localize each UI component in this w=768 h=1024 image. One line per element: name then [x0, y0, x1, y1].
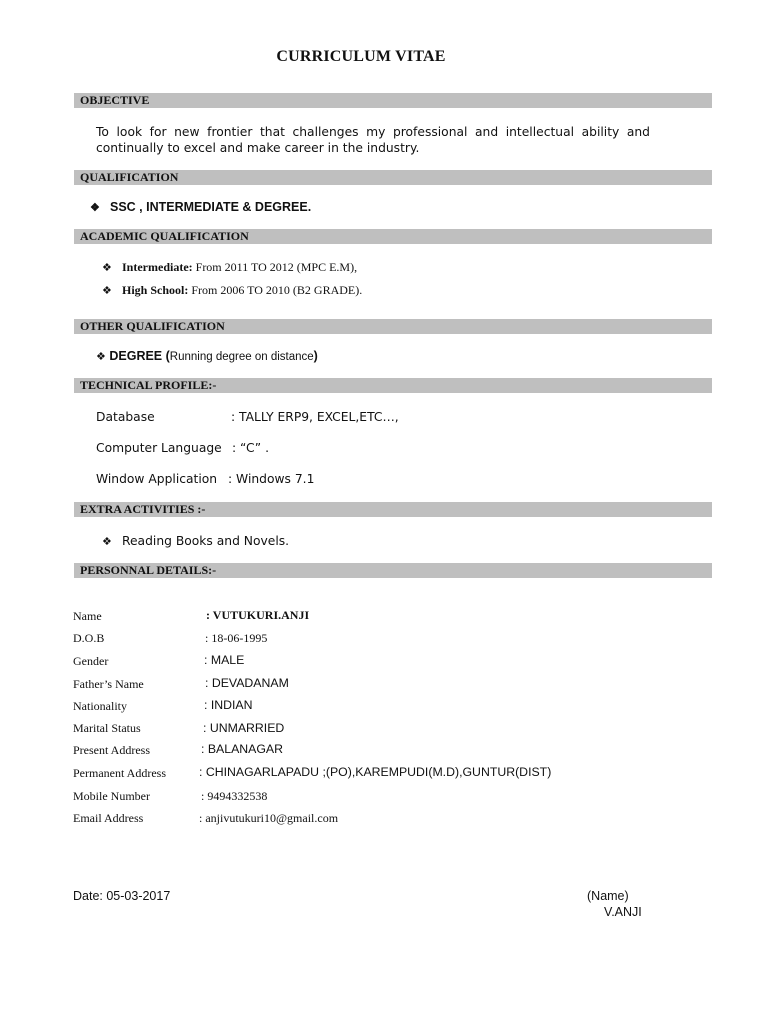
personal-value-permanent-address: : CHINAGARLAPADU ;(PO),KAREMPUDI(M.D),GUNTUR(DIST): [199, 765, 552, 779]
personal-label-permanent-address: Permanent Address: [73, 766, 166, 780]
section-other-header: OTHER QUALIFICATION: [74, 319, 712, 334]
page-title: CURRICULUM VITAE: [276, 48, 446, 65]
tech-label-window: Window Application: [96, 472, 218, 486]
personal-label-present-address: Present Address: [73, 743, 150, 757]
degree-paren-close: ): [313, 349, 318, 363]
tech-value-window: : Windows 7.1: [228, 472, 315, 486]
section-qualification-header: QUALIFICATION: [74, 170, 712, 185]
other-qualification-item: [96, 349, 318, 363]
diamond-bullet-icon: ❖: [90, 202, 100, 214]
academic-item: [102, 260, 357, 275]
extra-activity-item: [102, 534, 289, 548]
tech-value-language: : “C” .: [232, 441, 269, 455]
tech-label-database: Database: [96, 410, 155, 424]
personal-value-nationality: : INDIAN: [204, 698, 253, 712]
personal-value-mobile: : 9494332538: [201, 789, 268, 803]
qualification-item: [90, 200, 311, 214]
academic-label: Intermediate:: [122, 260, 193, 274]
footer-name-value: V.ANJI: [604, 905, 642, 919]
degree-detail: Running degree on distance: [169, 351, 314, 363]
personal-value-marital: : UNMARRIED: [203, 721, 285, 735]
academic-text: From 2011 TO 2012 (MPC E.M),: [192, 260, 358, 274]
personal-label-email: Email Address: [73, 811, 144, 825]
footer-name-label: (Name): [587, 889, 629, 903]
section-objective-header: OBJECTIVE: [74, 93, 712, 108]
personal-label-father: Father’s Name: [73, 677, 144, 691]
personal-label-gender: Gender: [73, 654, 109, 668]
tech-value-database: : TALLY ERP9, EXCEL,ETC…,: [231, 410, 399, 424]
extra-activity-text: Reading Books and Novels.: [122, 534, 290, 548]
degree-label: DEGREE: [109, 349, 163, 363]
personal-label-dob: D.O.B: [73, 631, 105, 645]
personal-value-father: : DEVADANAM: [205, 676, 289, 690]
section-technical-header: TECHNICAL PROFILE:-: [74, 378, 712, 393]
diamond-bullet-icon: ❖: [102, 262, 112, 274]
personal-value-present-address: : BALANAGAR: [201, 742, 284, 756]
tech-label-language: Computer Language: [96, 441, 222, 455]
personal-label-nationality: Nationality: [73, 699, 127, 713]
objective-text: To look for new frontier that challenges my professional and intellectual ability and continually to excel and make career in the industry.: [96, 125, 650, 155]
personal-value-email: : anjivutukuri10@gmail.com: [199, 811, 339, 825]
academic-label: High School:: [122, 283, 189, 297]
degree-paren-open: (: [162, 349, 170, 363]
diamond-bullet-icon: ❖: [96, 351, 106, 363]
section-personal-header: PERSONNAL DETAILS:-: [74, 563, 712, 578]
academic-item: [102, 283, 362, 298]
diamond-bullet-icon: ❖: [102, 535, 112, 548]
personal-label-marital: Marital Status: [73, 721, 141, 735]
personal-label-name: Name: [73, 609, 102, 623]
academic-text: From 2006 TO 2010 (B2 GRADE).: [188, 283, 363, 297]
personal-value-dob: : 18-06-1995: [205, 631, 268, 645]
qualification-text: SSC , INTERMEDIATE & DEGREE.: [110, 200, 312, 214]
diamond-bullet-icon: ❖: [102, 285, 112, 297]
personal-label-mobile: Mobile Number: [73, 789, 150, 803]
personal-value-gender: : MALE: [204, 653, 245, 667]
section-academic-header: ACADEMIC QUALIFICATION: [74, 229, 712, 244]
personal-value-name: : VUTUKURI.ANJI: [206, 608, 310, 622]
footer-date: Date: 05-03-2017: [73, 889, 171, 903]
section-extra-header: EXTRA ACTIVITIES :-: [74, 502, 712, 517]
